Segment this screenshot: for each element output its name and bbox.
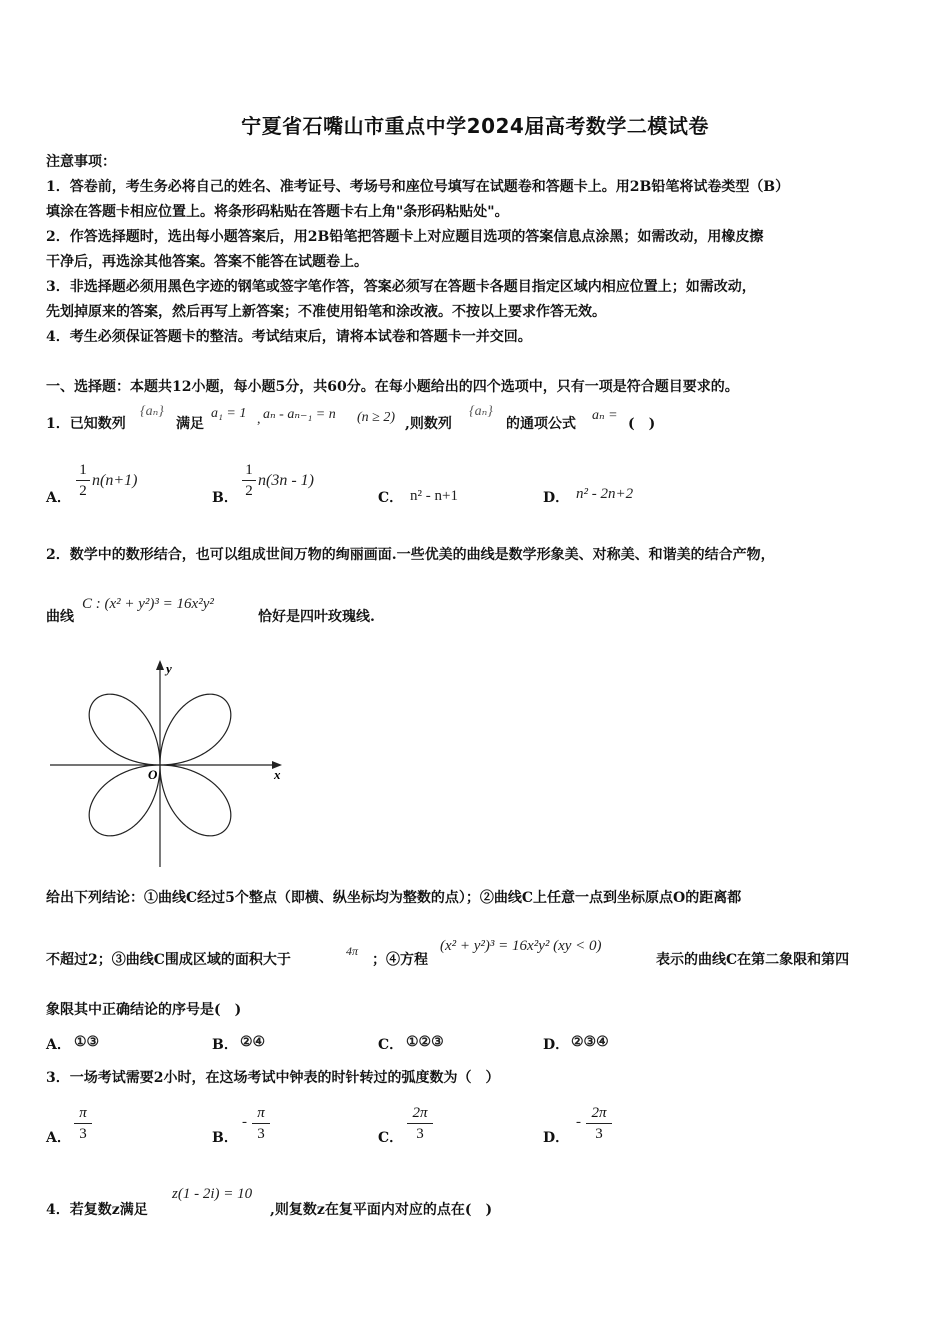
option-a-label[interactable]: A． [46,1130,71,1146]
option-d-text: ②③④ [571,1035,609,1050]
notice-line: 1．答卷前，考生务必将自己的姓名、准考证号、考场号和座位号填写在试题卷和答题卡上。用2B铅笔将试卷类型（B） [46,179,790,195]
notice-line: 填涂在答题卡相应位置上。将条形码粘贴在答题卡右上角"条形码粘贴处"。 [46,204,509,220]
option-c-fraction: 2π 3 [407,1104,433,1143]
option-b-label[interactable]: B． [212,1037,238,1053]
option-b-fraction: 1 2 [242,461,256,500]
option-a-fraction: 1 2 [76,461,90,500]
q1-an: aₙ = [592,408,618,423]
option-a-text: ①③ [74,1035,100,1050]
option-b-label[interactable]: B． [212,490,238,506]
q1-text: 满足 [176,416,204,432]
option-a-label[interactable]: A． [46,1037,71,1053]
option-b-label[interactable]: B． [212,1130,238,1146]
option-d-expr: n² - 2n+2 [576,486,634,502]
notice-line: 3．非选择题必须用黑色字迹的钢笔或签字笔作答，答案必须写在答题卡各题目指定区域内相应位置上；如需改动， [46,279,756,295]
y-axis-arrow [156,660,164,670]
notice-line: 先划掉原来的答案，然后再写上新答案；不准使用铅笔和涂改液。不按以上要求作答无效。 [46,304,606,320]
option-d-label[interactable]: D． [543,1037,570,1053]
q1-text: ( ) [628,416,656,432]
notice-heading: 注意事项： [46,154,116,170]
notice-line: 2．作答选择题时，选出每小题答案后，用2B铅笔把答题卡上对应题目选项的答案信息点涂黑；如需改动，用橡皮擦 [46,229,764,245]
page-title: 宁夏省石嘴山市重点中学2024届高考数学二模试卷 [241,114,709,138]
q2-text: 不超过2；③曲线C围成区域的面积大于 [46,952,291,968]
q1-sequence: {aₙ} [469,404,493,419]
q1-condition: (n ≥ 2) [357,410,396,425]
option-d-sign: - [576,1114,581,1130]
y-axis-label: y [166,661,172,676]
option-b-fraction: π 3 [252,1104,270,1143]
option-b-sign: - [242,1114,247,1130]
q1-sequence: {aₙ} [140,404,164,419]
q3-text: 3．一场考试需要2小时，在这场考试中钟表的时针转过的弧度数为（ ） [46,1070,500,1086]
q4-equation: z(1 - 2i) = 10 [172,1186,253,1202]
option-d-fraction: 2π 3 [586,1104,612,1143]
section-header: 一、选择题：本题共12小题，每小题5分，共60分。在每小题给出的四个选项中，只有一项是符合题目要求的。 [46,379,739,395]
notice-line: 4．考生必须保证答题卡的整洁。考试结束后，请将本试卷和答题卡一并交回。 [46,329,532,345]
q1-condition: aₙ - aₙ₋₁ = n [263,407,336,422]
q1-text: ,则数列 [405,416,452,432]
q2-text: 给出下列结论：①曲线C经过5个整点（即横、纵坐标均为整数的点）；②曲线C上任意一点到坐标原点O的距离都 [46,890,742,906]
q2-text: 恰好是四叶玫瑰线. [258,609,375,625]
q1-text: 1．已知数列 [46,416,126,432]
option-b-expr: n(3n - 1) [258,472,314,489]
q2-area: 4π [346,944,359,958]
q2-text: 表示的曲线C在第二象限和第四 [656,952,850,968]
q2-equation: (x² + y²)³ = 16x²y² (xy < 0) [440,938,602,954]
option-d-label[interactable]: D． [543,1130,570,1146]
option-b-text: ②④ [240,1035,266,1050]
q4-text: ,则复数z在复平面内对应的点在( ) [270,1202,493,1218]
option-c-text: ①②③ [406,1035,444,1050]
option-c-expr: n² - n+1 [410,488,458,504]
option-a-label[interactable]: A． [46,490,71,506]
q2-text: ；④方程 [372,952,428,968]
q2-text: 2．数学中的数形结合，也可以组成世间万物的绚丽画面.一些优美的曲线是数学形象美、对称美、和谐美的结合产物， [46,547,775,563]
q2-text: 象限其中正确结论的序号是( ) [46,1002,242,1018]
option-c-label[interactable]: C． [378,1130,404,1146]
option-d-label[interactable]: D． [543,490,570,506]
q2-curve-equation: C : (x² + y²)³ = 16x²y² [82,596,214,612]
q1-condition: a₁ = 1 [211,406,247,421]
option-c-label[interactable]: C． [378,1037,404,1053]
origin-label: O [148,767,158,782]
q4-text: 4．若复数z满足 [46,1202,148,1218]
option-c-label[interactable]: C． [378,490,404,506]
option-a-fraction: π 3 [74,1104,92,1143]
q1-comma: , [257,412,261,427]
x-axis-label: x [274,767,281,782]
q2-text: 曲线 [46,609,74,625]
rose-curve-graph [46,655,296,870]
notice-line: 干净后，再选涂其他答案。答案不能答在试题卷上。 [46,254,368,270]
q1-text: 的通项公式 [506,416,576,432]
option-a-expr: n(n+1) [92,472,138,489]
